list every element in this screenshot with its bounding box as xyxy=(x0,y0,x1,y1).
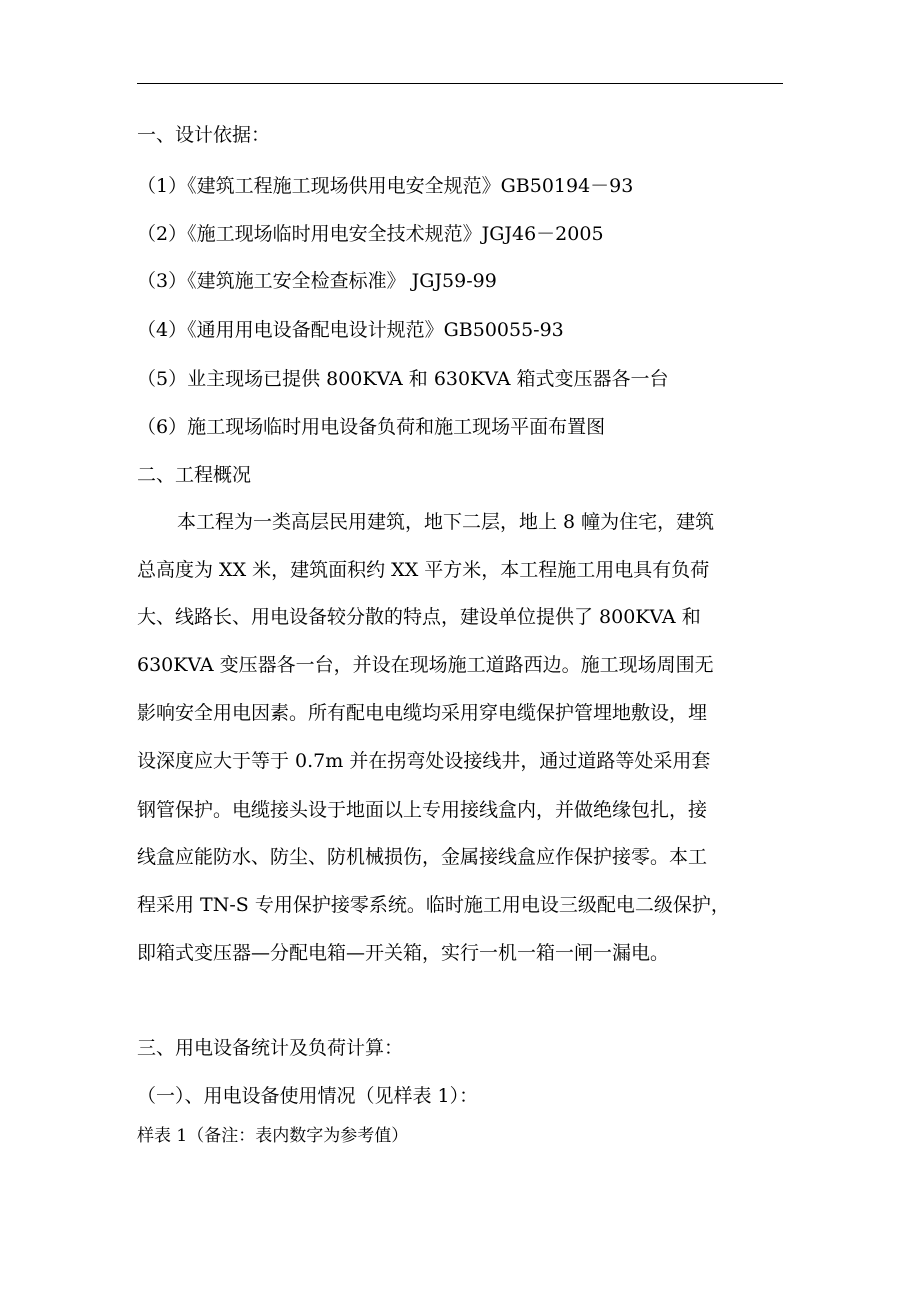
overview-line-2: 总高度为 XX 米，建筑面积约 XX 平方米，本工程施工用电具有负荷 xyxy=(137,559,710,581)
section-3-heading: 三、用电设备统计及负荷计算： xyxy=(137,1037,404,1059)
overview-line-3: 大、线路长、用电设备较分散的特点，建设单位提供了 800KVA 和 xyxy=(137,606,701,628)
overview-line-5: 影响安全用电因素。所有配电电缆均采用穿电缆保护管埋地敷设，埋 xyxy=(137,702,708,724)
basis-item-2: （2）《施工现场临时用电安全技术规范》JGJ46－2005 xyxy=(137,223,604,245)
overview-line-9: 程采用 TN-S 专用保护接零系统。临时施工用电设三级配电二级保护， xyxy=(137,894,730,916)
header-rule xyxy=(137,83,783,84)
overview-line-6: 设深度应大于等于 0.7m 并在拐弯处设接线井，通过道路等处采用套 xyxy=(137,750,711,772)
overview-line-4: 630KVA 变压器各一台，并设在现场施工道路西边。施工现场周围无 xyxy=(137,654,714,676)
basis-item-3: （3）《建筑施工安全检查标准》 JGJ59-99 xyxy=(137,270,497,292)
overview-line-10: 即箱式变压器—分配电箱—开关箱，实行一机一箱一闸一漏电。 xyxy=(137,942,670,964)
section-2-heading: 二、工程概况 xyxy=(137,464,252,486)
basis-item-1: （1）《建筑工程施工现场供用电安全规范》GB50194－93 xyxy=(137,175,634,197)
section-1-heading: 一、设计依据： xyxy=(137,124,271,146)
table-caption: 样表 1（备注：表内数字为参考值） xyxy=(137,1126,409,1146)
section-3-subheading: （一）、用电设备使用情况（见样表 1）： xyxy=(137,1085,479,1107)
overview-line-1: 本工程为一类高层民用建筑，地下二层，地上 8 幢为住宅，建筑 xyxy=(177,511,715,533)
overview-line-8: 线盒应能防水、防尘、防机械损伤，金属接线盒应作保护接零。本工 xyxy=(137,846,708,868)
basis-item-5: （5）业主现场已提供 800KVA 和 630KVA 箱式变压器各一台 xyxy=(137,368,669,390)
basis-item-4: （4）《通用用电设备配电设计规范》GB50055-93 xyxy=(137,319,564,341)
overview-line-7: 钢管保护。电缆接头设于地面以上专用接线盒内，并做绝缘包扎，接 xyxy=(137,799,708,821)
basis-item-6: （6）施工现场临时用电设备负荷和施工现场平面布置图 xyxy=(137,416,606,438)
